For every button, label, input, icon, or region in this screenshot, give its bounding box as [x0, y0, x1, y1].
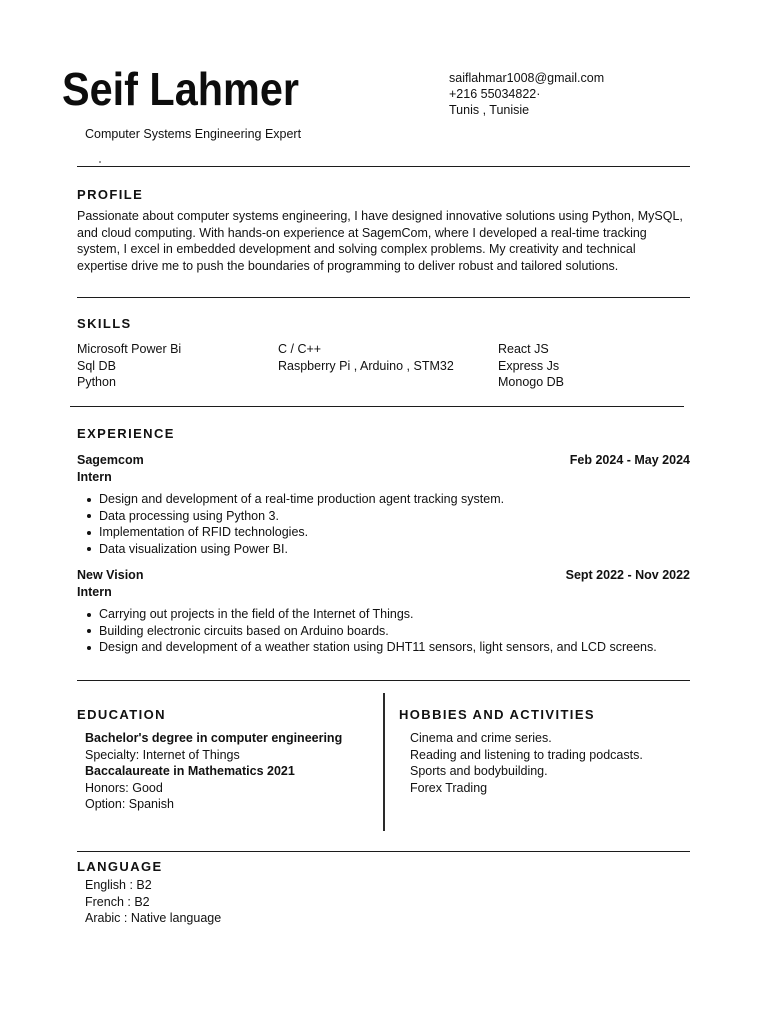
education-degree: Bachelor's degree in computer engineering: [85, 731, 343, 745]
education-detail: Option: Spanish: [85, 797, 174, 811]
language-list: [85, 877, 221, 927]
hobby-item: Cinema and crime series.: [410, 731, 552, 745]
profile-heading: PROFILE: [77, 187, 144, 202]
skill-item: Sql DB: [77, 358, 116, 373]
job-company-block: [77, 567, 143, 600]
education-detail: Honors: Good: [85, 780, 163, 795]
job-dates: Feb 2024 - May 2024: [569, 453, 690, 467]
contact-block: [449, 70, 604, 118]
job-role: Intern: [77, 584, 112, 599]
skills-column-1: [77, 341, 181, 391]
section-divider: [70, 406, 684, 407]
language-item: French : B2: [85, 894, 150, 909]
job-bullet: Data visualization using Power BI.: [77, 541, 504, 558]
language-item: Arabic : Native language: [85, 911, 222, 925]
profile-line: Passionate about computer systems engineering, I have designed innovative solutions using Python, MySQL,: [77, 209, 683, 223]
hobbies-list: [410, 730, 643, 796]
contact-phone: +216 55034822·: [449, 87, 541, 101]
candidate-name: Seif Lahmer: [62, 63, 299, 115]
job-company: Sagemcom: [77, 453, 144, 467]
section-divider: [77, 166, 690, 167]
skills-heading: SKILLS: [77, 316, 132, 331]
skills-column-3: [498, 341, 564, 391]
job-dates: Sept 2022 - Nov 2022: [565, 568, 690, 582]
profile-line: and cloud computing. With hands-on experience at SagemCom, where I developed a real-time tracking: [77, 225, 647, 240]
profile-summary: [77, 208, 683, 274]
education-degree: Baccalaureate in Mathematics 2021: [85, 764, 295, 778]
contact-location: Tunis , Tunisie: [449, 103, 530, 117]
skill-item: Express Js: [498, 358, 560, 373]
experience-heading: EXPERIENCE: [77, 426, 175, 441]
education-detail: Specialty: Internet of Things: [85, 747, 240, 762]
skill-item: Raspberry Pi , Arduino , STM32: [278, 358, 454, 373]
decorative-dot: [99, 161, 101, 163]
column-divider: [383, 693, 385, 831]
job-bullet-list: [77, 491, 504, 557]
job-company: New Vision: [77, 568, 144, 582]
headline-block: [85, 126, 301, 143]
section-divider: [77, 680, 690, 681]
hobby-item: Reading and listening to trading podcasts.: [410, 747, 643, 762]
section-divider: [77, 851, 690, 852]
job-bullet: Carrying out projects in the field of the Internet of Things.: [77, 606, 657, 623]
professional-title: Computer Systems Engineering Expert: [85, 127, 302, 141]
job-bullet: Design and development of a real-time production agent tracking system.: [77, 491, 504, 508]
education-list: [85, 730, 342, 813]
profile-line: system, I excel in embedded development and solving complex problems. My creativity and technical: [77, 242, 636, 256]
hobby-item: Sports and bodybuilding.: [410, 764, 548, 778]
hobbies-heading: HOBBIES AND ACTIVITIES: [399, 707, 595, 722]
language-heading: LANGUAGE: [77, 859, 163, 874]
job-bullet: Design and development of a weather station using DHT11 sensors, light sensors, and LCD screens.: [77, 639, 657, 656]
job-bullet: Data processing using Python 3.: [77, 508, 504, 525]
section-divider: [77, 297, 690, 298]
job-company-block: [77, 452, 144, 485]
job-role: Intern: [77, 469, 112, 484]
skill-item: C / C++: [278, 342, 322, 356]
hobby-item: Forex Trading: [410, 780, 488, 795]
skill-item: Microsoft Power Bi: [77, 342, 182, 356]
skill-item: Monogo DB: [498, 375, 565, 389]
education-heading: EDUCATION: [77, 707, 166, 722]
language-item: English : B2: [85, 878, 152, 892]
skill-item: Python: [77, 375, 116, 389]
contact-email: saiflahmar1008@gmail.com: [449, 71, 605, 85]
profile-line: expertise drive me to push the boundaries of programming to deliver robust and tailored solutions.: [77, 258, 619, 273]
skills-column-2: [278, 341, 454, 374]
job-bullet-list: [77, 606, 657, 656]
job-bullet: Implementation of RFID technologies.: [77, 524, 504, 541]
job-bullet: Building electronic circuits based on Arduino boards.: [77, 623, 657, 640]
skill-item: React JS: [498, 342, 549, 356]
